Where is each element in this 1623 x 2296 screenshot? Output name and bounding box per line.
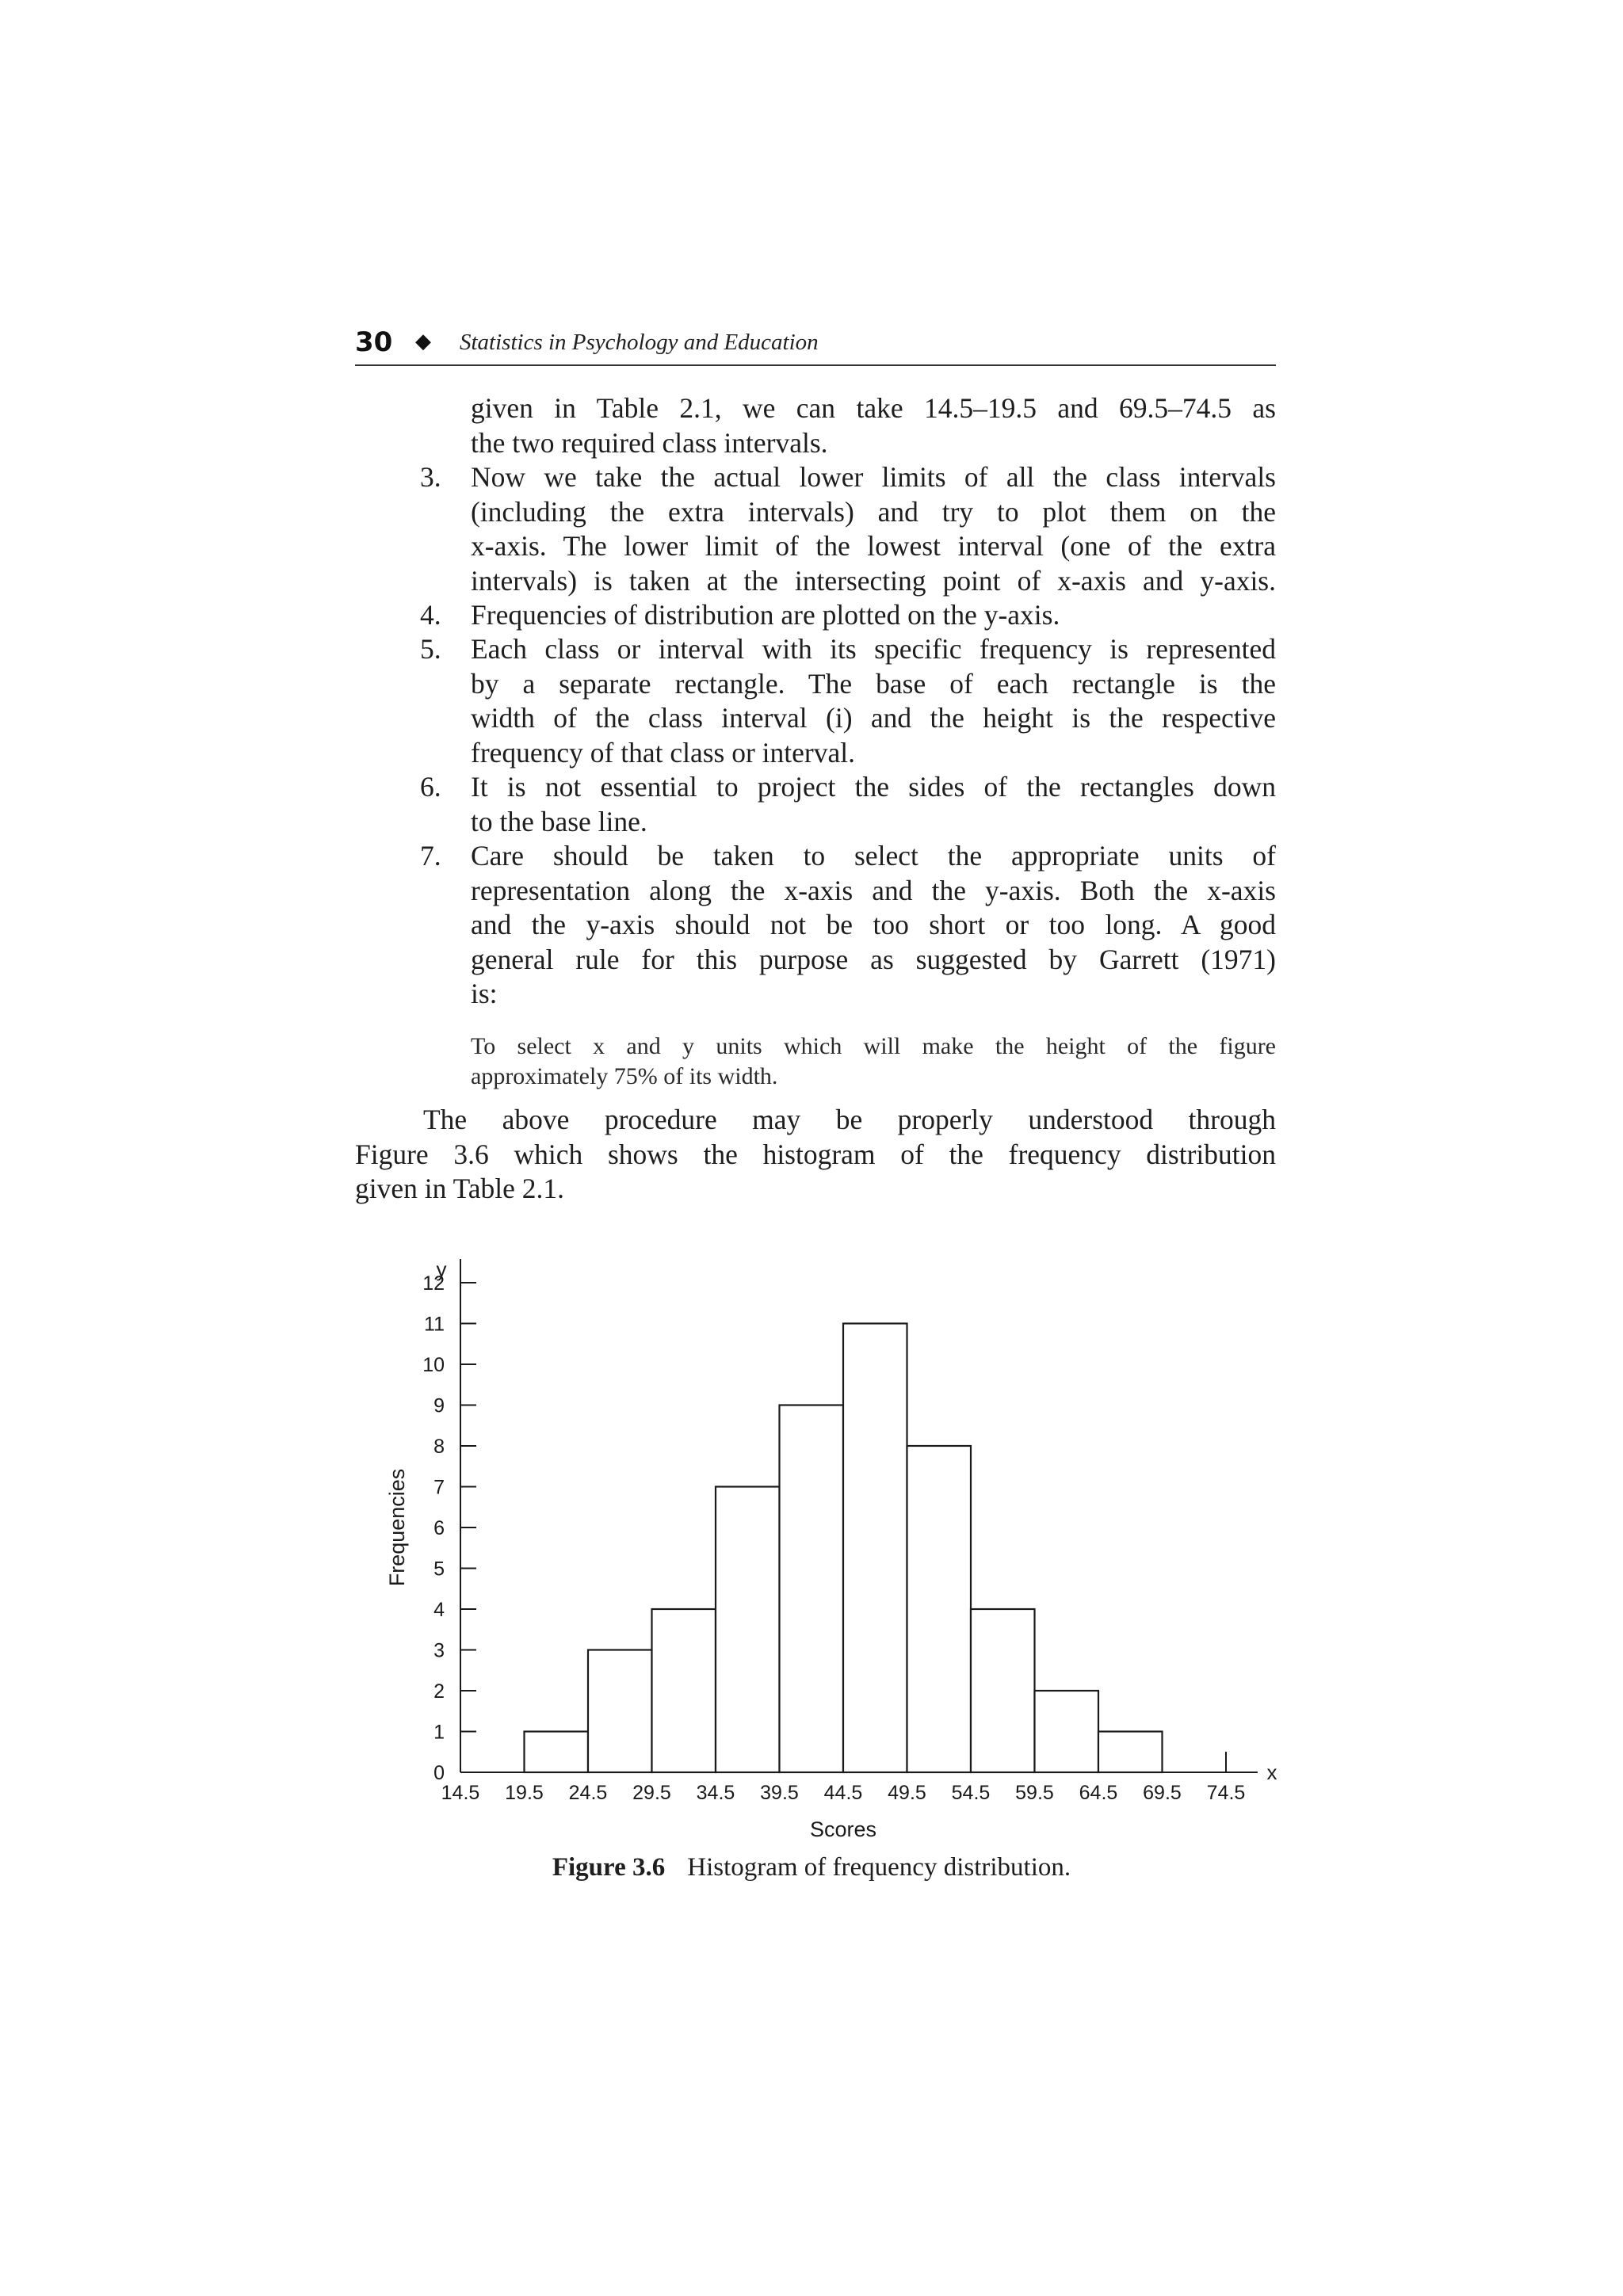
list-number: 4.	[420, 599, 441, 631]
histogram-bar	[1035, 1691, 1099, 1772]
y-axis-letter: y	[436, 1257, 447, 1281]
running-title: Statistics in Psychology and Education	[460, 330, 819, 355]
text-line: Each class or interval with its specific frequency is represented	[471, 633, 1276, 665]
x-tick-label: 49.5	[888, 1782, 926, 1804]
text-line: by a separate rectangle. The base of each rectangle is the	[471, 667, 1276, 700]
x-tick-label: 29.5	[632, 1782, 671, 1804]
figure-caption	[0, 1853, 1623, 1882]
x-axis-title: Scores	[809, 1817, 877, 1841]
quote-line: approximately 75% of its width.	[471, 1063, 778, 1089]
text-line: Now we take the actual lower limits of all the class intervals	[471, 461, 1276, 493]
histogram-bar	[588, 1650, 652, 1773]
y-tick-label: 4	[433, 1599, 445, 1621]
text-line: given in Table 2.1, we can take 14.5–19.5 and 69.5–74.5 as	[471, 392, 1276, 424]
x-tick-label: 64.5	[1079, 1782, 1118, 1804]
x-tick-label: 19.5	[505, 1782, 544, 1804]
y-tick-label: 7	[433, 1476, 445, 1499]
histogram-bar	[1098, 1732, 1163, 1773]
x-tick-label: 14.5	[441, 1782, 480, 1804]
histogram-bar	[525, 1732, 589, 1773]
text-line: intervals) is taken at the intersecting point of x-axis and y-axis.	[471, 564, 1276, 597]
x-tick-label: 59.5	[1015, 1782, 1054, 1804]
text-line: It is not essential to project the sides of the rectangles down	[471, 771, 1276, 803]
y-tick-label: 11	[424, 1313, 445, 1336]
y-tick-label: 6	[433, 1517, 445, 1539]
text-line: is:	[471, 978, 498, 1009]
y-tick-label: 9	[433, 1394, 445, 1417]
text-line: representation along the x-axis and the y-axis. Both the x-axis	[471, 874, 1276, 906]
y-axis-title: Frequencies	[385, 1468, 409, 1587]
histogram-bar	[907, 1446, 972, 1772]
x-tick-label: 74.5	[1206, 1782, 1246, 1804]
text-line: to the base line.	[471, 805, 647, 837]
histogram-bar	[716, 1487, 780, 1773]
y-tick-label: 0	[433, 1762, 445, 1784]
x-tick-label: 69.5	[1143, 1782, 1182, 1804]
x-axis-letter: x	[1266, 1760, 1277, 1784]
figure-label: Figure 3.6	[552, 1853, 666, 1882]
histogram-bar	[780, 1405, 844, 1773]
histogram-bar	[971, 1609, 1035, 1772]
x-tick-label: 34.5	[696, 1782, 735, 1804]
list-number: 3.	[420, 461, 441, 493]
text-line: the two required class intervals.	[471, 426, 828, 459]
text-line: given in Table 2.1.	[355, 1173, 565, 1204]
x-tick-label: 24.5	[568, 1782, 608, 1804]
y-tick-label: 1	[433, 1721, 445, 1744]
diamond-icon: ◆	[415, 330, 431, 353]
x-tick-label: 39.5	[760, 1782, 799, 1804]
histogram-bar	[652, 1609, 716, 1772]
y-tick-label: 8	[433, 1436, 445, 1458]
text-line: Frequencies of distribution are plotted on the y-axis.	[471, 599, 1060, 631]
histogram-bar	[843, 1324, 907, 1773]
list-number: 6.	[420, 771, 441, 803]
text-line: x-axis. The lower limit of the lowest interval (one of the extra	[471, 530, 1276, 562]
y-tick-label: 12	[422, 1272, 445, 1295]
y-tick-label: 2	[433, 1680, 445, 1703]
text-line: general rule for this purpose as suggested by Garrett (1971)	[471, 943, 1276, 975]
list-number: 7.	[420, 840, 441, 871]
list-number: 5.	[420, 633, 441, 665]
text-line: width of the class interval (i) and the height is the respective	[471, 702, 1276, 734]
text-line: frequency of that class or interval.	[471, 736, 855, 769]
y-tick-label: 3	[433, 1639, 445, 1662]
y-tick-label: 5	[433, 1558, 445, 1581]
x-tick-label: 44.5	[823, 1782, 863, 1804]
y-tick-label: 10	[422, 1354, 445, 1376]
caption-text: Histogram of frequency distribution.	[687, 1853, 1071, 1882]
text-line: and the y-axis should not be too short or too long. A good	[471, 909, 1276, 940]
page-number: 30	[355, 326, 393, 358]
text-line: Figure 3.6 which shows the histogram of the frequency distribution	[355, 1138, 1276, 1170]
x-tick-label: 54.5	[951, 1782, 991, 1804]
text-line: Care should be taken to select the appropriate units of	[471, 840, 1276, 871]
text-line: The above procedure may be properly understood through	[423, 1104, 1276, 1135]
text-line: (including the extra intervals) and try to plot them on the	[471, 495, 1276, 528]
quote-line: To select x and y units which will make the height of the figure	[471, 1033, 1276, 1059]
